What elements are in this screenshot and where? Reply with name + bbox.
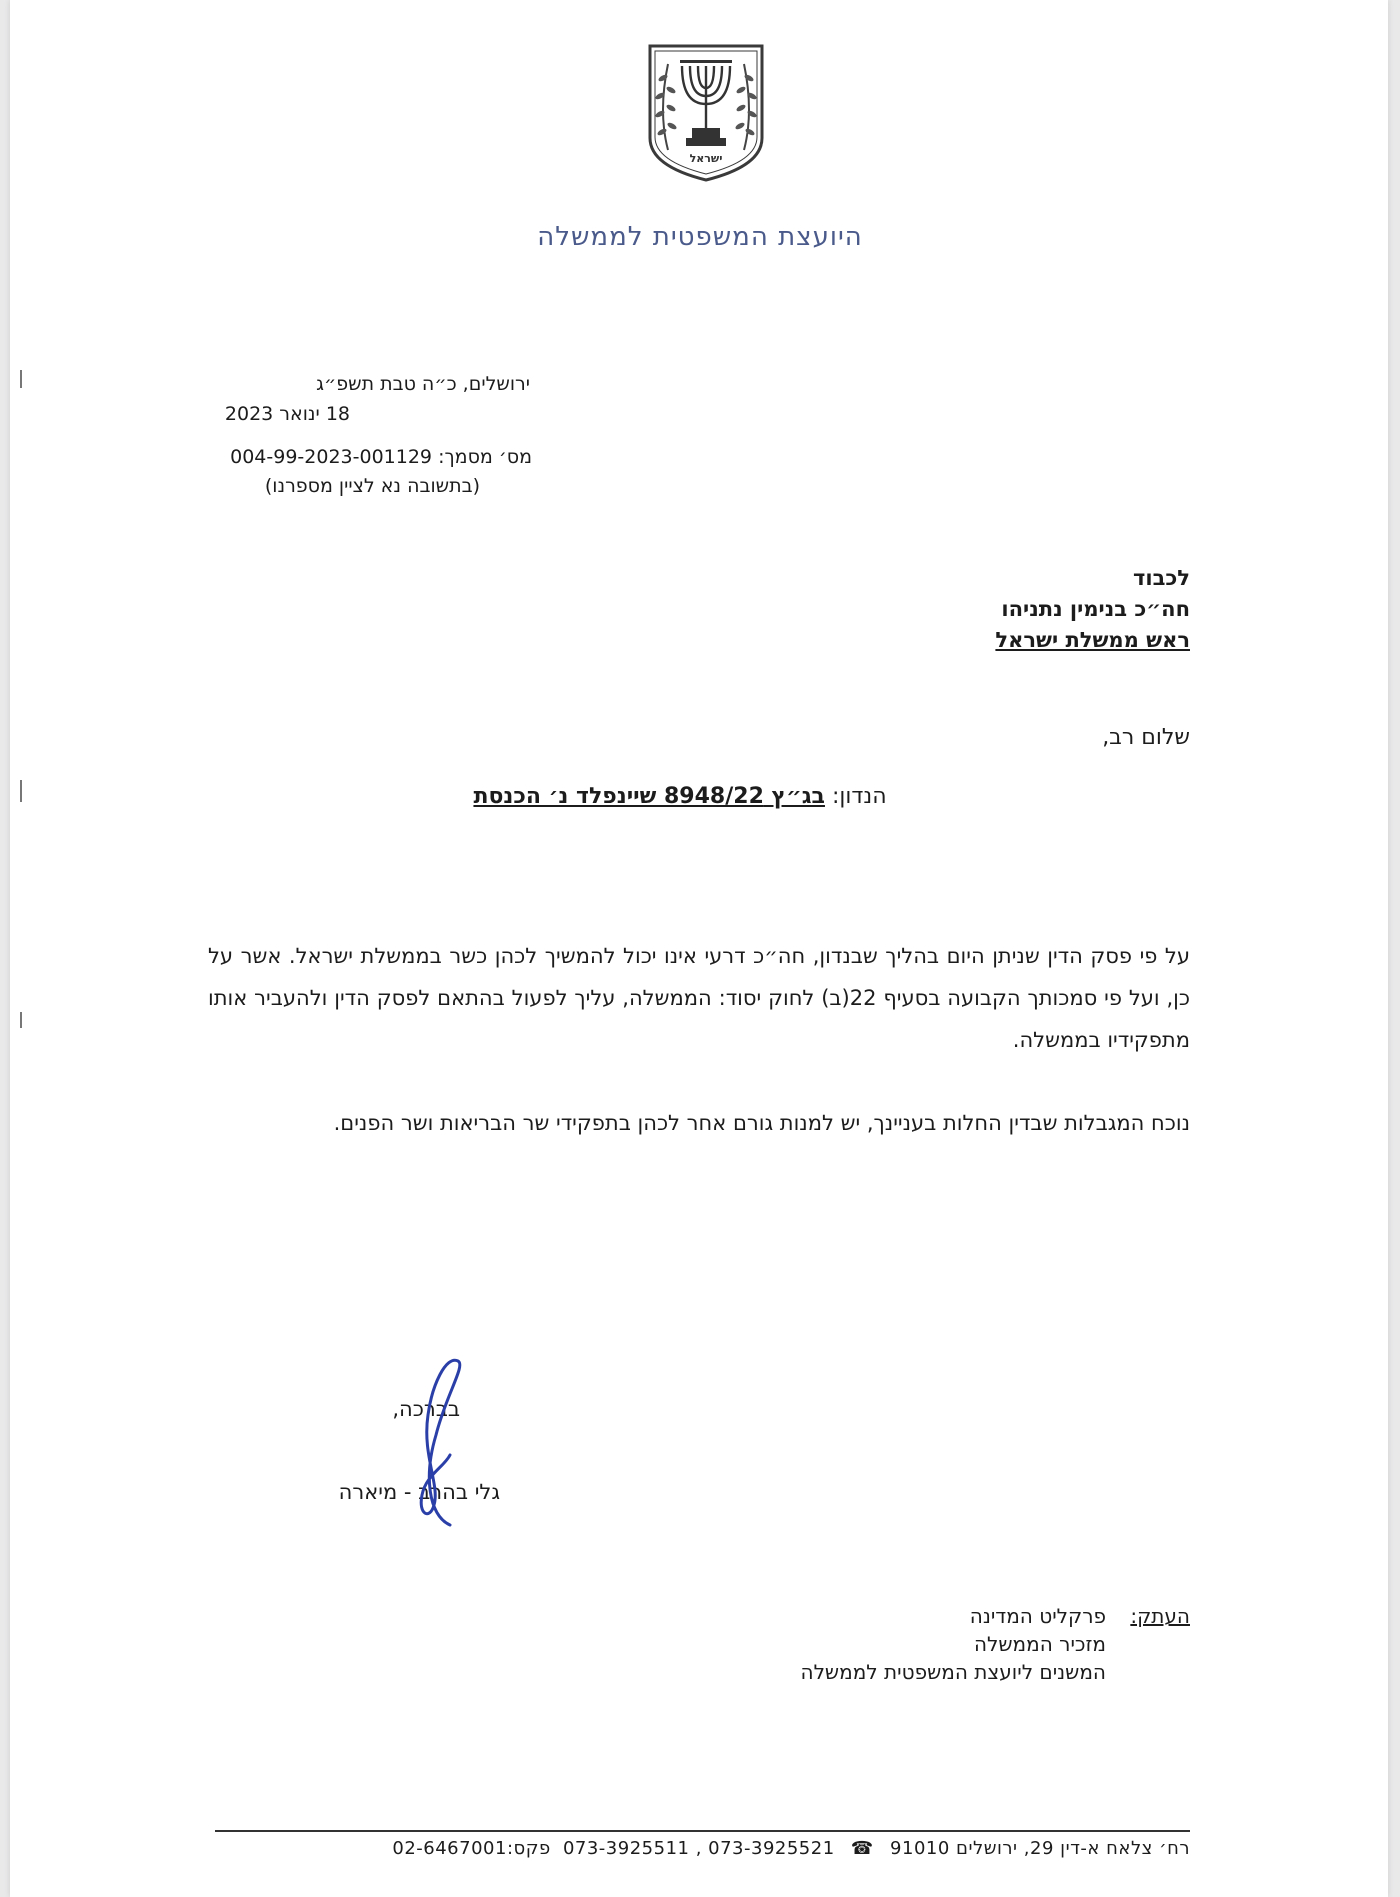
- cc-recipient: פרקליט המדינה: [969, 1604, 1106, 1628]
- body-paragraph-2: נוכח המגבלות שבדין החלות בעניינך, יש למנות גורם אחר לכהן בתפקידי שר הבריאות ושר הפנים.: [333, 1111, 1190, 1135]
- telephone-icon: ☎: [850, 1838, 874, 1859]
- body-paragraph-1: על פי פסק הדין שניתן היום בהליך שבנדון, חה״כ דרעי אינו יכול להמשיך לכהן כשר בממשלת ישראל. אשר על כן, ועל פי סמכותך הקבועה בסעיף 22(ב) לחוק יסוד: הממשלה, עליך לפעול בהתאם לפסק הדין ולהעביר אותו מתפקידיו בממשלה.: [208, 944, 1190, 1052]
- emblem-caption: ישראל: [689, 152, 723, 165]
- cc-label: [1108, 1602, 1190, 1630]
- subject-line: [410, 784, 950, 809]
- recipient-block: [770, 563, 1190, 656]
- subject-label: הנדון:: [831, 784, 887, 809]
- scan-edge-mark: [20, 1012, 22, 1028]
- reference-number: 004-99-2023-001129: [230, 446, 433, 468]
- greeting: שלום רב,: [1102, 725, 1190, 750]
- footer-phones: 073-3925511 , 073-3925521: [562, 1838, 835, 1859]
- cc-recipient: מזכיר הממשלה: [973, 1632, 1106, 1656]
- scan-edge-mark: [20, 780, 22, 802]
- signatory-name: גלי בהרב - מיארה: [338, 1480, 500, 1504]
- footer-address: רח׳ צלאח א-דין 29, ירושלים 91010: [890, 1838, 1190, 1859]
- signature-closing: בברכה,: [392, 1397, 460, 1421]
- scan-edge-mark: [20, 370, 22, 388]
- reference-line: [210, 442, 532, 472]
- recipient-title: ראש ממשלת ישראל: [995, 628, 1190, 652]
- reference-label: מס׳ מסמך:: [438, 446, 532, 468]
- date-hebrew: ירושלים, כ״ה טבת תשפ״ג: [316, 373, 530, 395]
- date-gregorian: 18 ינואר 2023: [224, 403, 350, 425]
- footer-rule: [215, 1830, 1190, 1832]
- subject-text: בג״ץ 8948/22 שיינפלד נ׳ הכנסת: [473, 784, 825, 809]
- cc-recipient: המשנים ליועצת המשפטית לממשלה: [800, 1660, 1106, 1684]
- footer-contact: [215, 1838, 1190, 1859]
- recipient-salutation: לכבוד: [1133, 566, 1190, 590]
- letter-page: [10, 0, 1388, 1897]
- handwritten-signature: [388, 1355, 498, 1535]
- cc-label-text: העתק:: [1130, 1604, 1190, 1628]
- reference-note: (בתשובה נא לציין מספרנו): [264, 475, 480, 497]
- recipient-name: חה״כ בנימין נתניהו: [1001, 597, 1190, 621]
- cc-list: [710, 1602, 1106, 1686]
- footer-fax: פקס:02-6467001: [392, 1838, 551, 1859]
- office-name: היועצת המשפטית לממשלה: [537, 222, 863, 252]
